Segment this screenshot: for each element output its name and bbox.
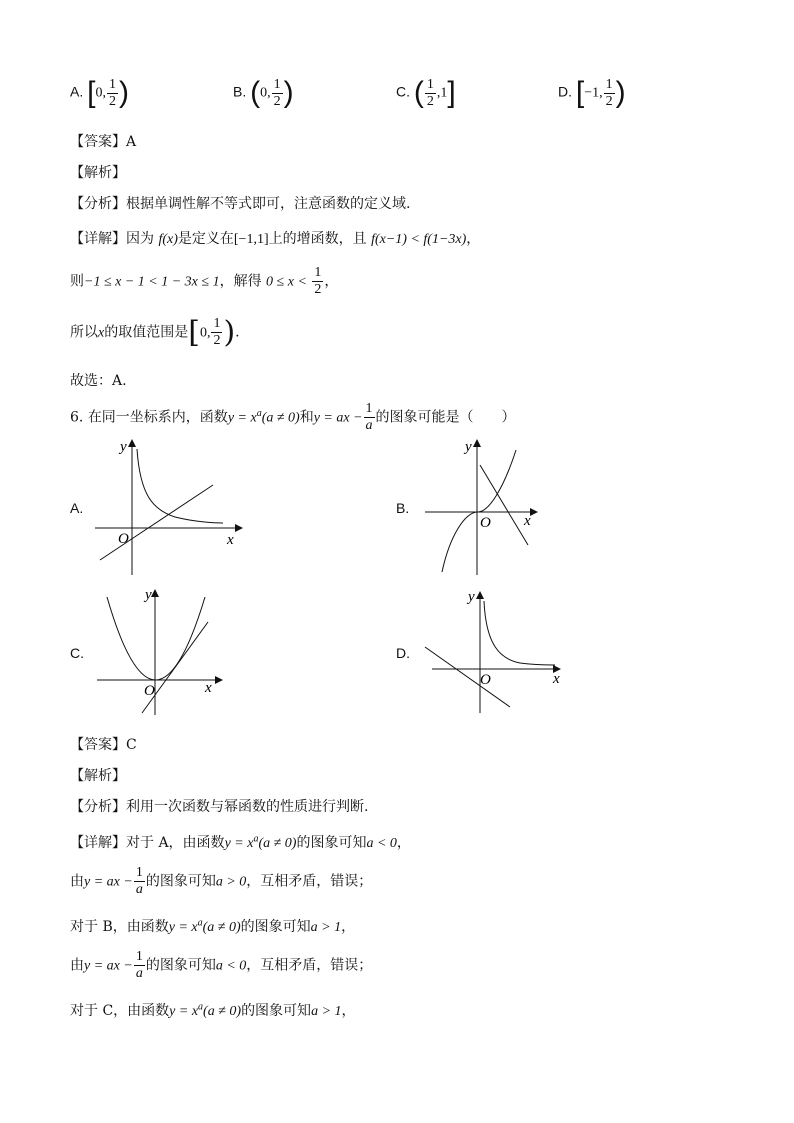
origin-label: O bbox=[118, 531, 129, 547]
y-arrow bbox=[128, 439, 136, 447]
x-label: x bbox=[205, 680, 212, 696]
graph-a bbox=[95, 435, 245, 580]
q6-xiangjie-line1: 【详解】对于 A，由函数$y = x^a(a \ne 0)$的图象可知a < 0， bbox=[70, 833, 411, 851]
linear-line bbox=[142, 622, 208, 713]
linear-line bbox=[480, 465, 528, 545]
q5-option-c: C. ( $\frac{1}{2}$ ,1] bbox=[396, 76, 456, 109]
q5-xiangjie-line1: 【详解】因为 f(x)是定义在[−1,1]上的增函数，且 f(x−1) < f(1−3x)， bbox=[70, 231, 481, 247]
origin-label: O bbox=[480, 515, 491, 531]
x-arrow bbox=[215, 676, 223, 684]
graph-label-c: C. bbox=[70, 645, 84, 661]
y-arrow bbox=[151, 589, 159, 597]
x-arrow bbox=[530, 508, 538, 516]
q6-xiangjie-line5: 对于 C，由函数$y = x^a(a \ne 0)$的图象可知a > 1， bbox=[70, 1001, 356, 1019]
q5-option-a: A. [0, $\frac{1}{2}$ ) bbox=[70, 76, 129, 109]
x-label: x bbox=[227, 532, 234, 548]
q5-fenxi: 【分析】根据单调性解不等式即可，注意函数的定义域. bbox=[70, 196, 411, 212]
y-label: y bbox=[120, 439, 127, 455]
y-label: y bbox=[145, 587, 152, 603]
q5-guxuan: 故选：A. bbox=[70, 373, 127, 389]
q6-jiexi-heading: 【解析】 bbox=[70, 768, 126, 784]
q6-xiangjie-line4: 由y = ax − $\frac{1}{a}$ 的图象可知a < 0，互相矛盾，错误； bbox=[70, 949, 373, 981]
graph-label-b: B. bbox=[396, 500, 410, 516]
x-label: x bbox=[524, 513, 531, 529]
q6-answer: 【答案】C bbox=[70, 737, 137, 753]
x-label: x bbox=[553, 671, 560, 687]
origin-label: O bbox=[480, 672, 491, 688]
linear-line bbox=[425, 647, 510, 707]
power-curve bbox=[442, 450, 516, 572]
y-label: y bbox=[468, 589, 475, 605]
q5-option-d: D. [−1, $\frac{1}{2}$ ) bbox=[558, 76, 626, 109]
q5-option-b: B. (0, $\frac{1}{2}$ ) bbox=[233, 76, 294, 109]
graph-d bbox=[420, 585, 570, 720]
y-arrow bbox=[473, 439, 481, 447]
linear-line bbox=[100, 485, 213, 560]
graph-label-a: A. bbox=[70, 500, 84, 516]
power-curve bbox=[484, 601, 555, 665]
q5-answer: 【答案】A bbox=[70, 134, 137, 150]
q5-jiexi-heading: 【解析】 bbox=[70, 165, 126, 181]
q5-xiangjie-line3: 所以x的取值范围是[0, $\frac{1}{2}$ ). bbox=[70, 315, 240, 350]
q6-fenxi: 【分析】利用一次函数与幂函数的性质进行判断. bbox=[70, 799, 369, 815]
y-arrow bbox=[476, 591, 484, 599]
q6-xiangjie-line2: 由y = ax − $\frac{1}{a}$ 的图象可知a > 0，互相矛盾，错误； bbox=[70, 865, 373, 897]
graph-c bbox=[95, 585, 245, 720]
power-curve bbox=[137, 449, 223, 523]
graph-label-d: D. bbox=[396, 645, 410, 661]
power-curve bbox=[107, 597, 205, 680]
q5-xiangjie-line2: 则−1 ≤ x − 1 < 1 − 3x ≤ 1，解得 0 ≤ x < $\frac{1}{2}$ ， bbox=[70, 265, 339, 297]
option-label: B. bbox=[233, 83, 247, 100]
y-label: y bbox=[465, 439, 472, 455]
q6-stem: 6. 在同一坐标系内，函数$y = x^a(a \ne 0)$和y = ax − $\frac{1}{a}$ 的图象可能是（ ） bbox=[70, 401, 516, 433]
graph-b bbox=[420, 435, 570, 580]
x-arrow bbox=[235, 524, 243, 532]
option-label: A. bbox=[70, 83, 84, 100]
origin-label: O bbox=[144, 683, 155, 699]
option-label: C. bbox=[396, 83, 410, 100]
option-label: D. bbox=[558, 83, 572, 100]
q6-xiangjie-line3: 对于 B，由函数$y = x^a(a \ne 0)$的图象可知a > 1， bbox=[70, 917, 356, 935]
